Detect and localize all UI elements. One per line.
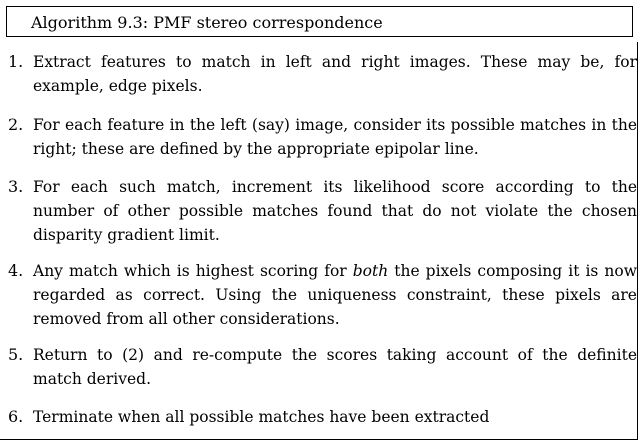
step-text-emphasis: both: [352, 262, 389, 280]
step-number: 2.: [8, 115, 24, 134]
step-number: 6.: [8, 407, 24, 426]
algorithm-title-box: [6, 6, 633, 37]
step-text: For each feature in the left (say) image, consider its possible matches in the right; these are defined by the appropriate epipolar line.: [33, 116, 637, 158]
step-text-part: Any match which is highest scoring for: [33, 262, 353, 280]
step-text: Extract features to match in left and right images. These may be, for example, edge pixels.: [33, 53, 637, 95]
step-text-part: the pixels composing it is now regarded as correct. Using the uniqueness constraint, these pixels are removed from all other considerations.: [33, 262, 638, 328]
bottom-border-rule: [0, 439, 638, 440]
step-text: For each such match, increment its likelihood score according to the number of other possible matches found that do not violate the chosen disparity gradient limit.: [33, 178, 637, 244]
step-number: 5.: [8, 345, 24, 364]
algorithm-title: Algorithm 9.3: PMF stereo correspondence: [31, 13, 383, 32]
right-border-rule: [637, 42, 638, 440]
step-number: 1.: [8, 52, 24, 71]
step-text: Terminate when all possible matches have been extracted: [33, 408, 490, 426]
step-number: 4.: [8, 261, 24, 280]
step-text: Return to (2) and re-compute the scores taking account of the definite match derived.: [33, 346, 637, 388]
step-number: 3.: [8, 177, 24, 196]
step-text: [33, 259, 637, 331]
